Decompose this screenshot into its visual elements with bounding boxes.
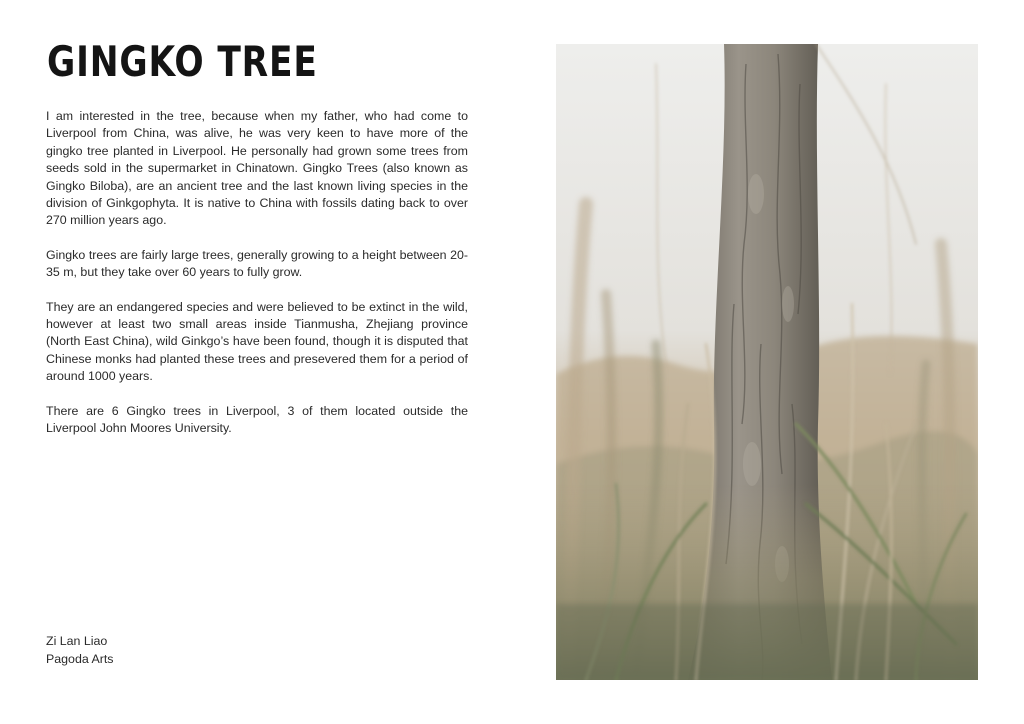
paragraph-intro: I am interested in the tree, because when my father, who had come to Liverpool from China, was alive, he was very keen to have more of the gingko tree planted in Liverpool. He personally had grown some trees from seeds sold in the supermarket in Chinatown. Gingko Trees (also known as Gingko Biloba), are an ancient tree and the last known living species in the division of Ginkgophyta. It is native to China with fossils dating back to over 270 million years ago. (46, 109, 468, 228)
organisation-name: Pagoda Arts (46, 651, 114, 666)
tree-photo-illustration (556, 44, 978, 680)
paragraph-liverpool: There are 6 Gingko trees in Liverpool, 3 of them located outside the Liverpool John Moores University. (46, 403, 468, 436)
tree-photo (556, 44, 978, 680)
author-name: Zi Lan Liao (46, 634, 108, 648)
paragraph-size: Gingko trees are fairly large trees, generally growing to a height between 20-35 m, but they take over 60 years to fully grow. (46, 247, 468, 280)
credits (46, 633, 114, 668)
body-text (46, 108, 468, 455)
paragraph-endangered: They are an endangered species and were believed to be extinct in the wild, however at least two small areas inside Tianmusha, Zhejiang province (North East China), wild Ginkgo’s have been found, though it is disputed that Chinese monks had planted these trees and presevered them for a period of around 1000 years. (46, 299, 468, 384)
page-title: GINGKO TREE (47, 37, 318, 86)
